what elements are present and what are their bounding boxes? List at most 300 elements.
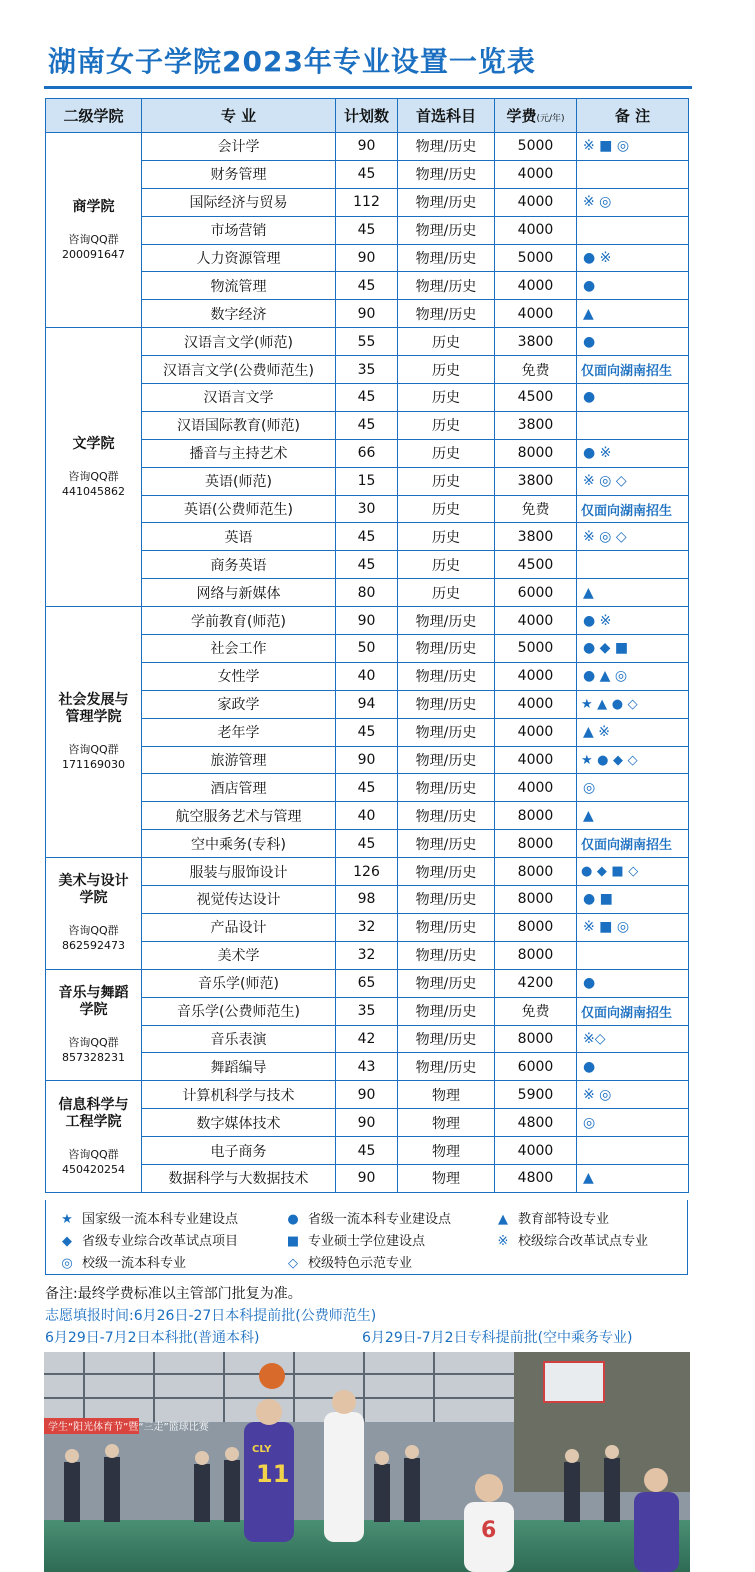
table-row xyxy=(46,1164,689,1192)
table-row xyxy=(46,858,689,886)
jersey-number-6: 6 xyxy=(481,1518,497,1543)
fee-cell: 8000 xyxy=(495,439,577,467)
fee-cell: 5000 xyxy=(495,133,577,161)
header-fee xyxy=(495,99,577,133)
subject-cell: 历史 xyxy=(398,523,495,551)
plan-cell: 35 xyxy=(336,997,398,1025)
legend-text: 专业硕士学位建设点 xyxy=(308,1234,426,1249)
legend-item xyxy=(284,1208,451,1227)
major-cell: 英语 xyxy=(142,523,336,551)
fee-cell: 8000 xyxy=(495,858,577,886)
table-row xyxy=(46,635,689,663)
subject-cell: 物理 xyxy=(398,1109,495,1137)
legend-text: 校级一流本科专业 xyxy=(82,1256,187,1271)
subject-cell: 物理/历史 xyxy=(398,997,495,1025)
major-cell: 计算机科学与技术 xyxy=(142,1081,336,1109)
major-cell: 物流管理 xyxy=(142,272,336,300)
college-name: 学院 xyxy=(79,890,108,907)
legend-text: 国家级一流本科专业建设点 xyxy=(82,1212,239,1227)
table-row xyxy=(46,188,689,216)
college-cell xyxy=(46,328,142,607)
fee-cell: 3800 xyxy=(495,467,577,495)
major-cell: 旅游管理 xyxy=(142,746,336,774)
college-cell xyxy=(46,607,142,858)
fee-cell: 免费 xyxy=(495,495,577,523)
jersey-number-11: 11 xyxy=(256,1460,290,1488)
note-cell: 仅面向湖南招生 xyxy=(577,495,689,523)
note-cell: ● ◆ ■ xyxy=(577,635,689,663)
qq-group-number: 857328231 xyxy=(62,1051,125,1064)
plan-cell: 35 xyxy=(336,356,398,384)
major-cell: 产品设计 xyxy=(142,913,336,941)
table-row xyxy=(46,467,689,495)
major-cell: 国际经济与贸易 xyxy=(142,188,336,216)
plan-cell: 90 xyxy=(336,1164,398,1192)
table-row xyxy=(46,662,689,690)
college-name: 商学院 xyxy=(72,198,115,215)
note-cell: ★ ▲ ● ◇ xyxy=(577,690,689,718)
college-cell xyxy=(46,969,142,1081)
table-row xyxy=(46,1081,689,1109)
major-cell: 汉语国际教育(师范) xyxy=(142,411,336,439)
fee-cell: 4800 xyxy=(495,1109,577,1137)
plan-cell: 66 xyxy=(336,439,398,467)
table-row xyxy=(46,160,689,188)
note-cell xyxy=(577,411,689,439)
fee-cell: 3800 xyxy=(495,523,577,551)
table-row xyxy=(46,802,689,830)
note-cell: ● xyxy=(577,384,689,412)
table-row xyxy=(46,356,689,384)
schedule-line-3: 6月29日-7月2日专科提前批(空中乘务专业) xyxy=(362,1330,633,1346)
major-cell: 服装与服饰设计 xyxy=(142,858,336,886)
legend-text: 校级特色示范专业 xyxy=(308,1256,413,1271)
table-row xyxy=(46,439,689,467)
subject-cell: 物理/历史 xyxy=(398,300,495,328)
major-cell: 数据科学与大数据技术 xyxy=(142,1164,336,1192)
bullseye-icon: ◎ xyxy=(61,1256,73,1271)
plan-cell: 30 xyxy=(336,495,398,523)
college-name: 信息科学与 xyxy=(58,1096,129,1113)
table-row xyxy=(46,997,689,1025)
header-subject: 首选科目 xyxy=(398,99,495,133)
plan-cell: 45 xyxy=(336,160,398,188)
subject-cell: 历史 xyxy=(398,439,495,467)
legend-item xyxy=(58,1208,238,1227)
fee-footnote: 备注:最终学费标准以主管部门批复为准。 xyxy=(45,1286,302,1302)
plan-cell: 90 xyxy=(336,1109,398,1137)
qq-group-number: 441045862 xyxy=(62,484,125,498)
note-cell: ※ ◎ ◇ xyxy=(577,467,689,495)
major-cell: 会计学 xyxy=(142,133,336,161)
subject-cell: 物理/历史 xyxy=(398,662,495,690)
major-cell: 舞蹈编导 xyxy=(142,1053,336,1081)
table-row xyxy=(46,551,689,579)
legend-item xyxy=(284,1230,425,1249)
fee-cell: 5000 xyxy=(495,635,577,663)
major-cell: 美术学 xyxy=(142,941,336,969)
subject-cell: 物理/历史 xyxy=(398,690,495,718)
note-cell: ● xyxy=(577,272,689,300)
fee-cell: 4000 xyxy=(495,1137,577,1165)
basketball-photo-illustration xyxy=(44,1352,690,1572)
table-row xyxy=(46,272,689,300)
table-row xyxy=(46,886,689,914)
note-cell: ※ ■ ◎ xyxy=(577,133,689,161)
fee-cell: 4000 xyxy=(495,774,577,802)
fee-cell: 5900 xyxy=(495,1081,577,1109)
diamond-icon: ◆ xyxy=(62,1234,72,1249)
major-cell: 财务管理 xyxy=(142,160,336,188)
header-fee-label: 学费 xyxy=(506,107,537,125)
table-row xyxy=(46,913,689,941)
plan-cell: 126 xyxy=(336,858,398,886)
jersey-letters: CLY xyxy=(252,1444,272,1455)
note-cell: ● ※ xyxy=(577,607,689,635)
note-cell xyxy=(577,1137,689,1165)
fee-cell: 8000 xyxy=(495,941,577,969)
major-cell: 音乐表演 xyxy=(142,1025,336,1053)
subject-cell: 物理/历史 xyxy=(398,969,495,997)
plan-cell: 40 xyxy=(336,662,398,690)
note-cell: ▲ xyxy=(577,802,689,830)
table-row xyxy=(46,411,689,439)
table-row xyxy=(46,941,689,969)
fee-cell: 4000 xyxy=(495,746,577,774)
major-table xyxy=(45,98,689,1193)
note-cell: ※◇ xyxy=(577,1025,689,1053)
fee-cell: 4500 xyxy=(495,384,577,412)
subject-cell: 物理/历史 xyxy=(398,941,495,969)
fee-cell: 3800 xyxy=(495,328,577,356)
plan-cell: 65 xyxy=(336,969,398,997)
header-plan: 计划数 xyxy=(336,99,398,133)
major-cell: 音乐学(公费师范生) xyxy=(142,997,336,1025)
qq-group-label: 咨询QQ群 xyxy=(68,1147,119,1161)
qq-group-number: 450420254 xyxy=(62,1162,125,1176)
header-fee-unit: (元/年) xyxy=(536,114,565,124)
note-cell xyxy=(577,551,689,579)
plan-cell: 45 xyxy=(336,272,398,300)
major-cell: 播音与主持艺术 xyxy=(142,439,336,467)
plan-cell: 43 xyxy=(336,1053,398,1081)
note-cell: 仅面向湖南招生 xyxy=(577,997,689,1025)
legend-box xyxy=(45,1200,688,1275)
fee-cell: 8000 xyxy=(495,886,577,914)
diamond-outline-icon: ◇ xyxy=(288,1256,298,1271)
qq-group-label: 咨询QQ群 xyxy=(68,924,119,938)
subject-cell: 物理/历史 xyxy=(398,774,495,802)
schedule-line-2: 6月29日-7月2日本科批(普通本科) xyxy=(45,1330,260,1346)
legend-text: 教育部特设专业 xyxy=(518,1212,610,1227)
subject-cell: 物理/历史 xyxy=(398,607,495,635)
note-cell: ● xyxy=(577,328,689,356)
schedule-line-1: 志愿填报时间:6月26日-27日本科提前批(公费师范生) xyxy=(45,1308,377,1324)
subject-cell: 历史 xyxy=(398,328,495,356)
subject-cell: 物理/历史 xyxy=(398,160,495,188)
table-row xyxy=(46,244,689,272)
legend-text: 省级一流本科专业建设点 xyxy=(308,1212,452,1227)
plan-cell: 50 xyxy=(336,635,398,663)
note-cell: ▲ xyxy=(577,579,689,607)
table-row xyxy=(46,607,689,635)
college-cell xyxy=(46,133,142,328)
qq-group-number: 862592473 xyxy=(62,939,125,953)
subject-cell: 物理/历史 xyxy=(398,1025,495,1053)
subject-cell: 历史 xyxy=(398,356,495,384)
table-row xyxy=(46,1053,689,1081)
subject-cell: 历史 xyxy=(398,551,495,579)
reference-mark-icon: ※ xyxy=(497,1234,509,1249)
major-cell: 数字经济 xyxy=(142,300,336,328)
subject-cell: 物理/历史 xyxy=(398,188,495,216)
table-row xyxy=(46,300,689,328)
table-row xyxy=(46,969,689,997)
table-row xyxy=(46,1137,689,1165)
fee-cell: 6000 xyxy=(495,579,577,607)
note-cell: 仅面向湖南招生 xyxy=(577,830,689,858)
qq-group-number: 200091647 xyxy=(62,247,125,261)
note-cell: ◎ xyxy=(577,1109,689,1137)
subject-cell: 历史 xyxy=(398,579,495,607)
subject-cell: 物理/历史 xyxy=(398,1053,495,1081)
qq-group-label: 咨询QQ群 xyxy=(68,232,119,246)
plan-cell: 45 xyxy=(336,551,398,579)
qq-group-label: 咨询QQ群 xyxy=(68,469,119,483)
legend-item xyxy=(284,1252,412,1271)
table-row xyxy=(46,384,689,412)
star-icon: ★ xyxy=(61,1212,73,1227)
major-cell: 英语(师范) xyxy=(142,467,336,495)
note-cell: ▲ xyxy=(577,300,689,328)
plan-cell: 90 xyxy=(336,607,398,635)
qq-group-label: 咨询QQ群 xyxy=(68,1036,119,1049)
note-cell: ※ ◎ xyxy=(577,1081,689,1109)
table-row xyxy=(46,774,689,802)
note-cell: ● xyxy=(577,969,689,997)
plan-cell: 45 xyxy=(336,411,398,439)
major-cell: 女性学 xyxy=(142,662,336,690)
fee-cell: 4800 xyxy=(495,1164,577,1192)
table-row xyxy=(46,1025,689,1053)
fee-cell: 4000 xyxy=(495,160,577,188)
plan-cell: 32 xyxy=(336,941,398,969)
subject-cell: 物理/历史 xyxy=(398,635,495,663)
plan-cell: 45 xyxy=(336,774,398,802)
header-major: 专 业 xyxy=(142,99,336,133)
fee-cell: 免费 xyxy=(495,997,577,1025)
major-cell: 学前教育(师范) xyxy=(142,607,336,635)
fee-cell: 4000 xyxy=(495,662,577,690)
plan-cell: 42 xyxy=(336,1025,398,1053)
plan-cell: 90 xyxy=(336,244,398,272)
college-name: 文学院 xyxy=(72,435,115,452)
subject-cell: 物理/历史 xyxy=(398,718,495,746)
major-cell: 航空服务艺术与管理 xyxy=(142,802,336,830)
fee-cell: 8000 xyxy=(495,802,577,830)
major-cell: 人力资源管理 xyxy=(142,244,336,272)
fee-cell: 8000 xyxy=(495,1025,577,1053)
subject-cell: 物理/历史 xyxy=(398,913,495,941)
subject-cell: 物理/历史 xyxy=(398,858,495,886)
subject-cell: 物理/历史 xyxy=(398,244,495,272)
legend-item xyxy=(494,1208,609,1227)
table-row xyxy=(46,523,689,551)
subject-cell: 物理/历史 xyxy=(398,746,495,774)
major-cell: 汉语言文学(公费师范生) xyxy=(142,356,336,384)
table-row xyxy=(46,718,689,746)
major-cell: 商务英语 xyxy=(142,551,336,579)
table-row xyxy=(46,1109,689,1137)
plan-cell: 45 xyxy=(336,384,398,412)
subject-cell: 物理 xyxy=(398,1081,495,1109)
subject-cell: 历史 xyxy=(398,495,495,523)
triangle-icon: ▲ xyxy=(498,1212,508,1227)
plan-cell: 112 xyxy=(336,188,398,216)
note-cell xyxy=(577,941,689,969)
college-name: 音乐与舞蹈 xyxy=(58,985,129,1001)
subject-cell: 历史 xyxy=(398,384,495,412)
photo-banner-text: 学生“阳光体育节”暨“三走”篮球比赛 xyxy=(48,1422,209,1433)
qq-group-number: 171169030 xyxy=(62,758,125,772)
plan-cell: 90 xyxy=(336,133,398,161)
major-cell: 家政学 xyxy=(142,690,336,718)
plan-cell: 90 xyxy=(336,300,398,328)
plan-cell: 45 xyxy=(336,216,398,244)
fee-cell: 8000 xyxy=(495,830,577,858)
title-underline xyxy=(44,86,692,89)
major-cell: 电子商务 xyxy=(142,1137,336,1165)
table-row xyxy=(46,133,689,161)
plan-cell: 15 xyxy=(336,467,398,495)
plan-cell: 32 xyxy=(336,913,398,941)
college-name: 工程学院 xyxy=(65,1113,122,1130)
plan-cell: 55 xyxy=(336,328,398,356)
qq-group-label: 咨询QQ群 xyxy=(68,743,119,757)
note-cell: ● ■ xyxy=(577,886,689,914)
note-cell xyxy=(577,216,689,244)
fee-cell: 4000 xyxy=(495,718,577,746)
header-college: 二级学院 xyxy=(46,99,142,133)
plan-cell: 80 xyxy=(336,579,398,607)
table-row xyxy=(46,328,689,356)
fee-cell: 4000 xyxy=(495,690,577,718)
college-cell xyxy=(46,1081,142,1193)
plan-cell: 45 xyxy=(336,718,398,746)
fee-cell: 4000 xyxy=(495,216,577,244)
table-row xyxy=(46,495,689,523)
plan-cell: 94 xyxy=(336,690,398,718)
plan-cell: 90 xyxy=(336,746,398,774)
subject-cell: 历史 xyxy=(398,411,495,439)
subject-cell: 物理/历史 xyxy=(398,802,495,830)
legend-item xyxy=(494,1230,648,1249)
fee-cell: 免费 xyxy=(495,356,577,384)
major-cell: 市场营销 xyxy=(142,216,336,244)
major-cell: 数字媒体技术 xyxy=(142,1109,336,1137)
subject-cell: 物理/历史 xyxy=(398,216,495,244)
page-title: 湖南女子学院2023年专业设置一览表 xyxy=(48,45,536,78)
fee-cell: 4200 xyxy=(495,969,577,997)
table-row xyxy=(46,746,689,774)
subject-cell: 物理/历史 xyxy=(398,272,495,300)
subject-cell: 物理 xyxy=(398,1137,495,1165)
note-cell: 仅面向湖南招生 xyxy=(577,356,689,384)
note-cell: ● ◆ ■ ◇ xyxy=(577,858,689,886)
note-cell: ● xyxy=(577,1053,689,1081)
basketball-photo xyxy=(44,1352,690,1572)
legend-text: 省级专业综合改革试点项目 xyxy=(82,1234,239,1249)
table-row xyxy=(46,830,689,858)
fee-cell: 4500 xyxy=(495,551,577,579)
note-cell: ★ ● ◆ ◇ xyxy=(577,746,689,774)
note-cell: ※ ■ ◎ xyxy=(577,913,689,941)
plan-cell: 45 xyxy=(336,1137,398,1165)
major-cell: 社会工作 xyxy=(142,635,336,663)
fee-cell: 5000 xyxy=(495,244,577,272)
fee-cell: 4000 xyxy=(495,272,577,300)
major-cell: 音乐学(师范) xyxy=(142,969,336,997)
note-cell: ※ ◎ ◇ xyxy=(577,523,689,551)
table-row xyxy=(46,579,689,607)
major-cell: 英语(公费师范生) xyxy=(142,495,336,523)
fee-cell: 3800 xyxy=(495,411,577,439)
note-cell: ◎ xyxy=(577,774,689,802)
legend-item xyxy=(58,1252,186,1271)
circle-icon: ● xyxy=(287,1212,299,1227)
plan-cell: 45 xyxy=(336,523,398,551)
note-cell: ※ ◎ xyxy=(577,188,689,216)
subject-cell: 物理/历史 xyxy=(398,133,495,161)
college-cell xyxy=(46,858,142,970)
fee-cell: 4000 xyxy=(495,607,577,635)
note-cell: ● ▲ ◎ xyxy=(577,662,689,690)
plan-cell: 98 xyxy=(336,886,398,914)
college-name: 社会发展与 xyxy=(58,692,129,709)
square-icon: ■ xyxy=(286,1234,300,1249)
fee-cell: 4000 xyxy=(495,300,577,328)
legend-item xyxy=(58,1230,238,1249)
major-cell: 网络与新媒体 xyxy=(142,579,336,607)
note-cell: ▲ xyxy=(577,1164,689,1192)
subject-cell: 物理/历史 xyxy=(398,830,495,858)
header-note: 备 注 xyxy=(577,99,689,133)
subject-cell: 历史 xyxy=(398,467,495,495)
subject-cell: 物理/历史 xyxy=(398,886,495,914)
fee-cell: 8000 xyxy=(495,913,577,941)
fee-cell: 6000 xyxy=(495,1053,577,1081)
note-cell: ● ※ xyxy=(577,244,689,272)
legend-text: 校级综合改革试点专业 xyxy=(518,1234,649,1249)
note-cell: ▲ ※ xyxy=(577,718,689,746)
table-body xyxy=(46,133,689,1193)
subject-cell: 物理 xyxy=(398,1164,495,1192)
plan-cell: 90 xyxy=(336,1081,398,1109)
table-header-row xyxy=(46,99,689,133)
major-cell: 视觉传达设计 xyxy=(142,886,336,914)
major-cell: 汉语言文学(师范) xyxy=(142,328,336,356)
college-name: 学院 xyxy=(79,1002,108,1018)
major-cell: 酒店管理 xyxy=(142,774,336,802)
major-cell: 老年学 xyxy=(142,718,336,746)
table-row xyxy=(46,690,689,718)
note-cell: ● ※ xyxy=(577,439,689,467)
plan-cell: 40 xyxy=(336,802,398,830)
note-cell xyxy=(577,160,689,188)
plan-cell: 45 xyxy=(336,830,398,858)
college-name: 美术与设计 xyxy=(58,873,129,890)
major-cell: 汉语言文学 xyxy=(142,384,336,412)
